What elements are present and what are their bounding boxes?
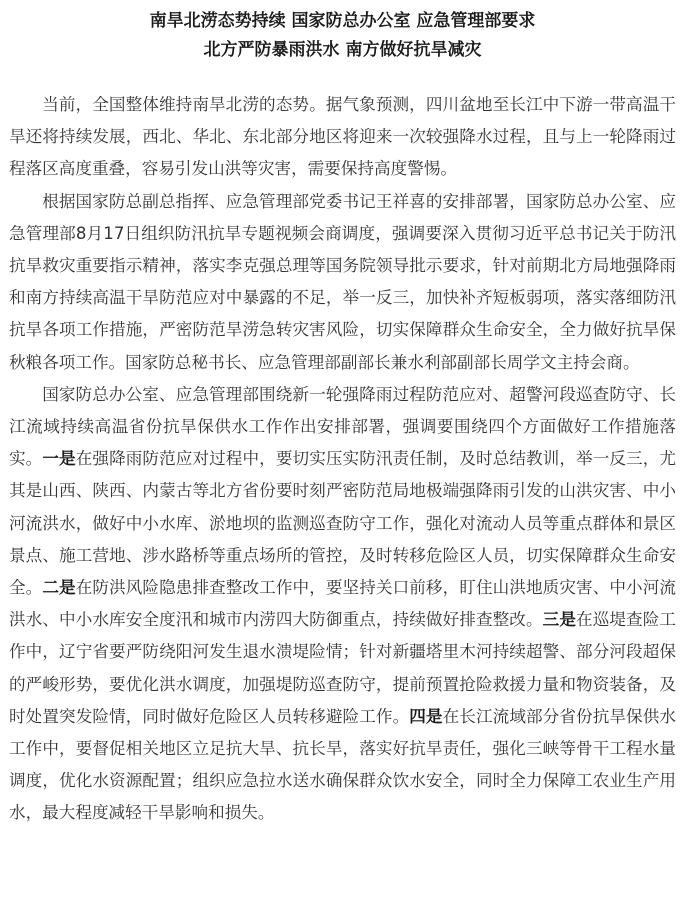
paragraph-meeting: 根据国家防总副总指挥、应急管理部党委书记王祥喜的安排部署，国家防总办公室、应急管理部8月17日组织防汛抗旱专题视频会商调度，强调要深入贯彻习近平总书记关于防汛抗旱救灾重要指示精神，落实李克强总理等国务院领导批示要求，针对前期北方局地强降雨和南方持续高温干旱防范应对中暴露的不足，举一反三，加快补齐短板弱项，落实落细防汛抗旱各项工作措施，严密防范旱涝急转灾害风险，切实保障群众生命安全，全力做好抗旱保秋粮各项工作。国家防总秘书长、应急管理部副部长兼水利部副部长周学文主持会商。 xyxy=(9,191,676,372)
article-title-line-2: 北方严防暴雨洪水 南方做好抗旱减灾 xyxy=(203,40,482,60)
point-2-lead: 二是 xyxy=(42,578,76,598)
article-title xyxy=(9,8,676,64)
point-4-text: 在长江流域部分省份抗旱保供水工作中，要督促相关地区立足抗大旱、抗长旱，落实好抗旱责任，强化三峡等骨干工程水量调度，优化水资源配置；组织应急拉水送水确保群众饮水安全，同时全力保障工农业生产用水，最大程度减轻干旱影响和损失。 xyxy=(9,706,677,823)
article-title-line-1: 南旱北涝态势持续 国家防总办公室 应急管理部要求 xyxy=(149,11,536,31)
point-1-lead: 一是 xyxy=(42,449,76,469)
point-3-lead: 三是 xyxy=(542,610,577,630)
measures-intro: 国家防总办公室、应急管理部围绕新一轮强降雨过程防范应对、超警河段巡查防守、长江流域持续高温省份抗旱保供水工作作出安排部署，强调要围绕四个方面做好工作措施落实。 xyxy=(9,384,676,469)
article-body xyxy=(9,89,676,830)
point-3-text: 在巡堤查险工作中，辽宁省要严防绕阳河发生退水溃堤险情；针对新疆塔里木河持续超警、部分河段超保的严峻形势，要优化洪水调度，加强堤防巡查防守，提前预置抢险救援力量和物资装备，及时处置突发险情，同时做好危险区人员转移避险工作。 xyxy=(9,610,677,726)
paragraph-measures xyxy=(9,379,676,830)
point-1-text: 在强降雨防范应对过程中，要切实压实防汛责任制，及时总结教训，举一反三，尤其是山西、陕西、内蒙古等北方省份要时刻严密防范局地极端强降雨引发的山洪灾害、中小河流洪水，做好中小水库、淤地坝的监测巡查防守工作，强化对流动人员等重点群体和景区景点、施工营地、涉水路桥等重点场所的管控，及时转移危险区人员，切实保障群众生命安全。 xyxy=(9,449,677,598)
point-4-lead: 四是 xyxy=(409,706,443,726)
point-2-text: 在防洪风险隐患排查整改工作中，要坚持关口前移，盯住山洪地质灾害、中小河流洪水、中小水库安全度汛和城市内涝四大防御重点，持续做好排查整改。 xyxy=(9,578,677,630)
paragraph-situation: 当前，全国整体维持南旱北涝的态势。据气象预测，四川盆地至长江中下游一带高温干旱还将持续发展，西北、华北、东北部分地区将迎来一次较强降水过程，且与上一轮降雨过程落区高度重叠，容易引发山洪等灾害，需要保持高度警惕。 xyxy=(9,95,676,179)
